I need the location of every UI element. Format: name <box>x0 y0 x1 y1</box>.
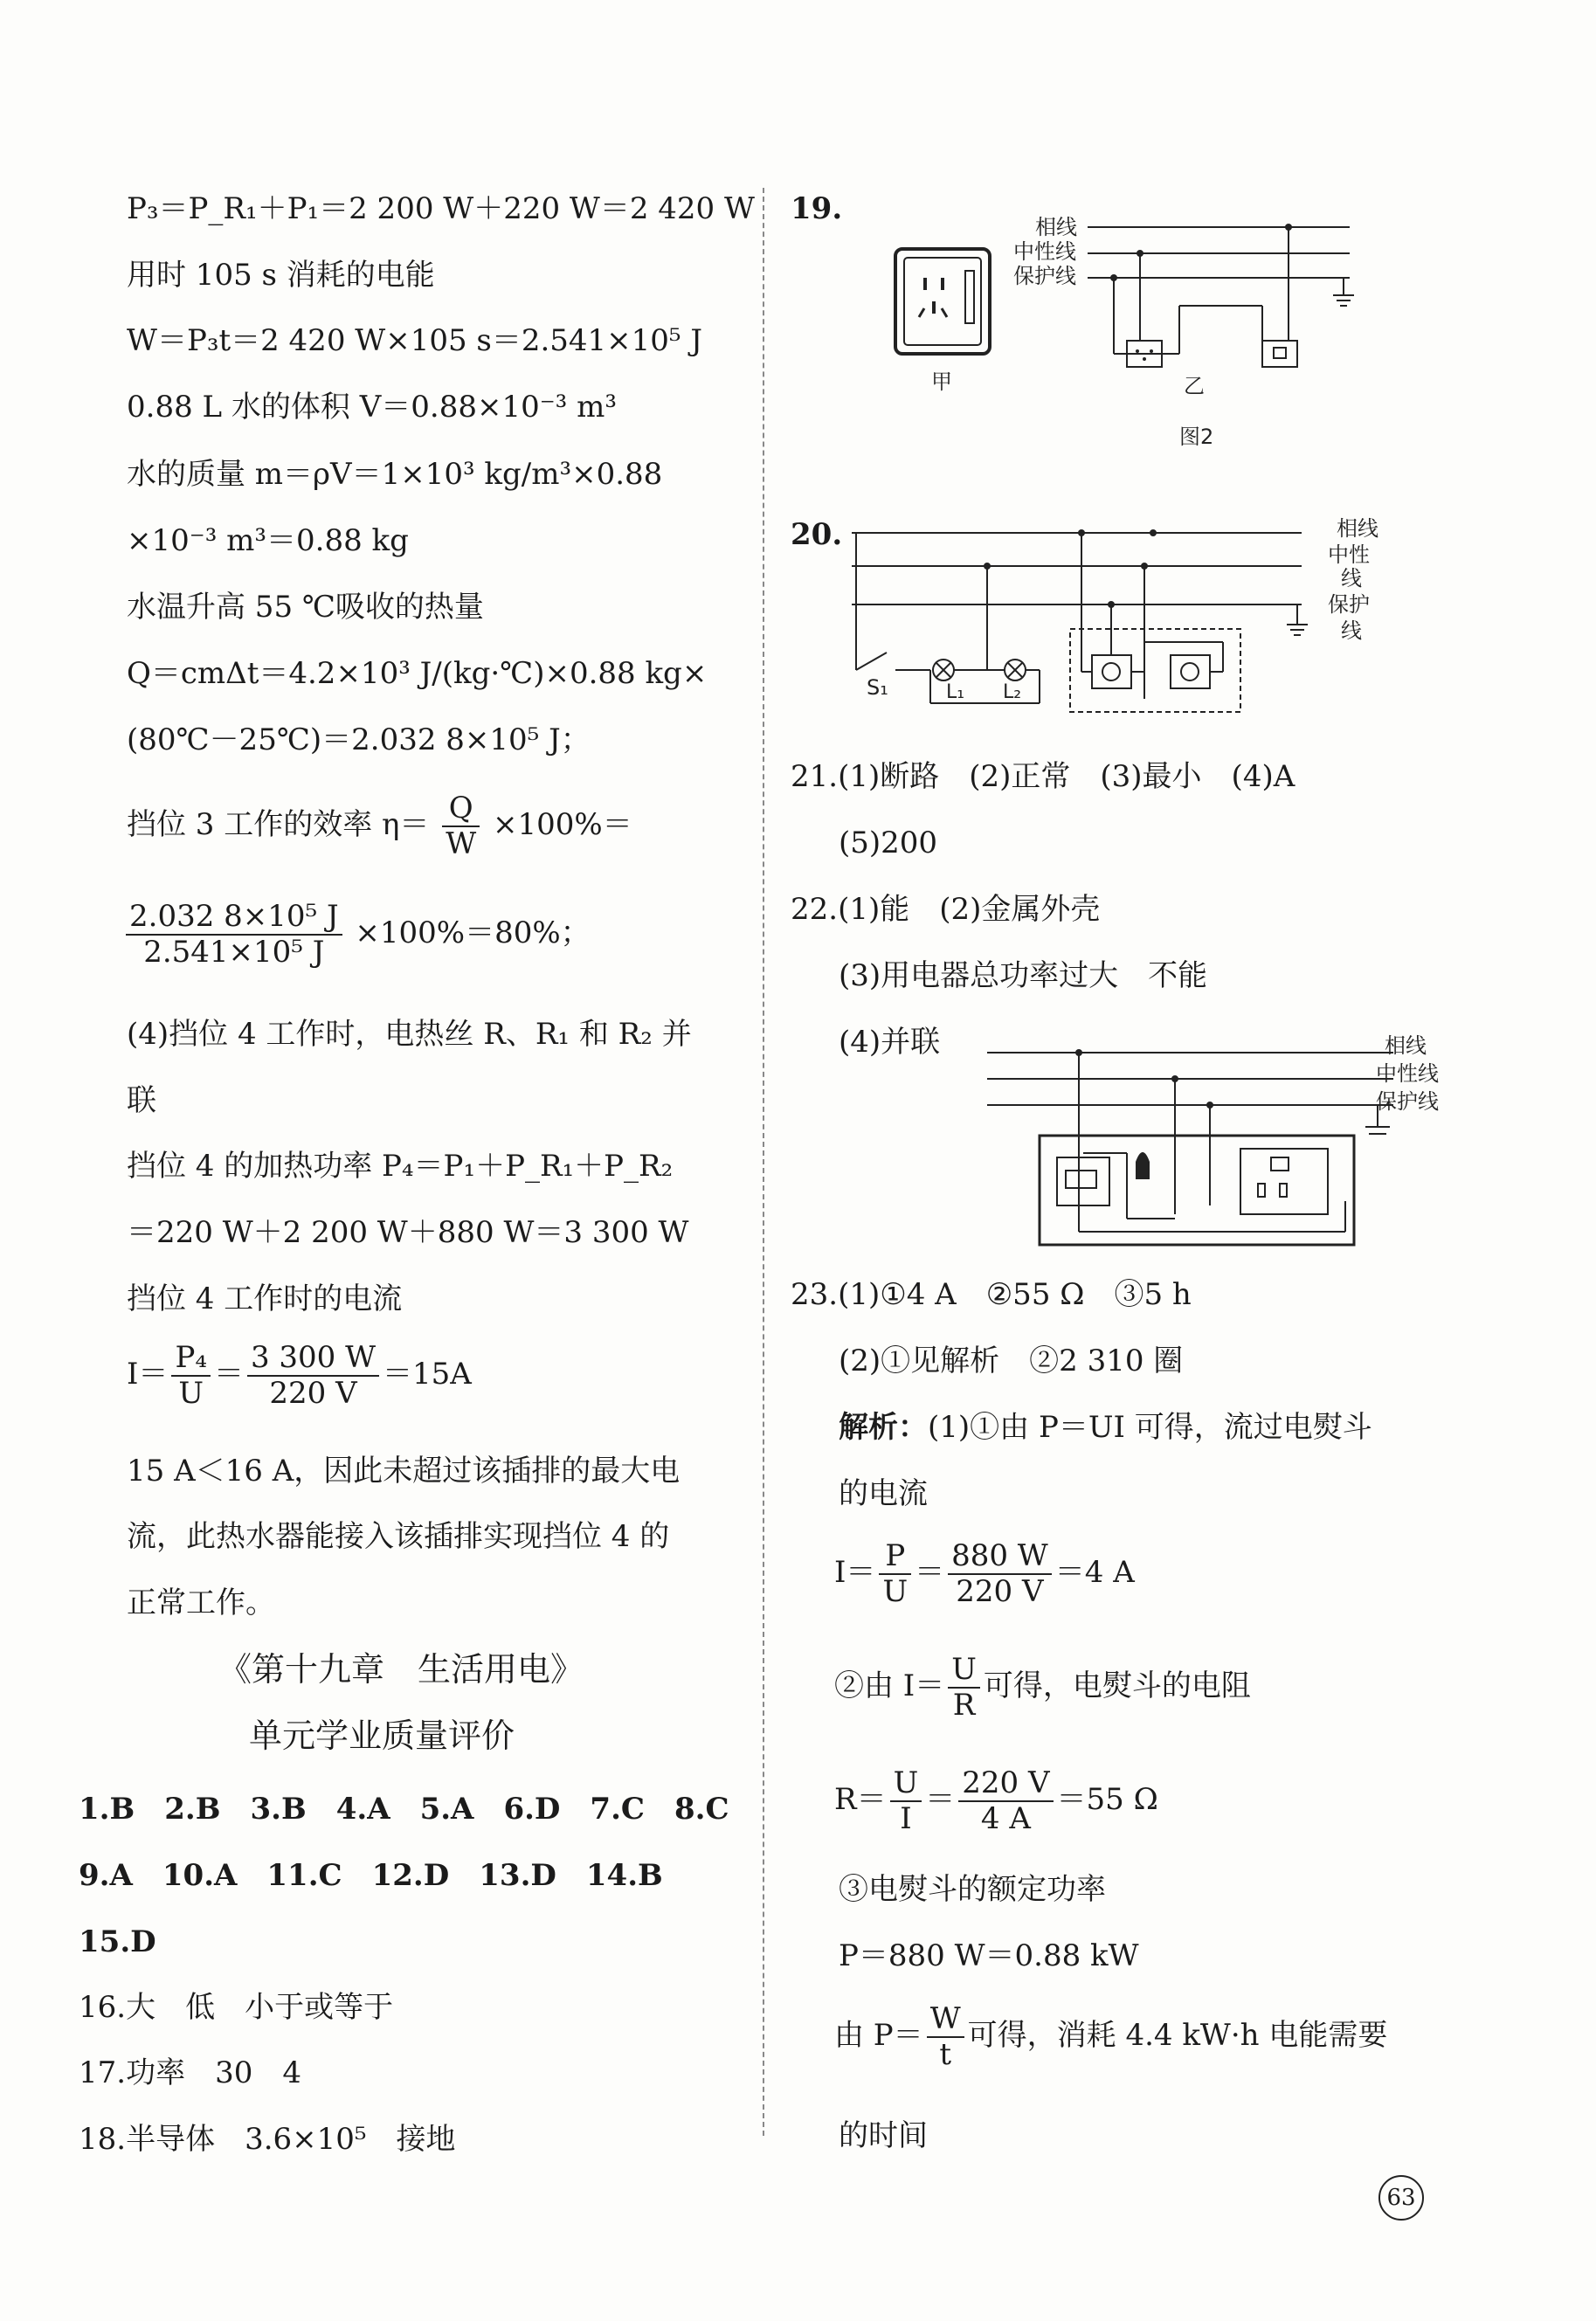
question-number: 20. <box>791 517 843 552</box>
fraction <box>171 1341 211 1411</box>
text-line: ×10⁻³ m³＝0.88 kg <box>127 523 409 558</box>
svg-text:相线: 相线 <box>1035 215 1077 239</box>
formula-suffix: 可得，消耗 4.4 kW·h 电能需要 <box>967 2018 1388 2054</box>
denominator: 2.541×10⁵ J <box>143 935 325 971</box>
denominator: 220 V <box>956 1574 1044 1610</box>
fraction <box>442 791 480 861</box>
formula-suffix: 可得，电熨斗的电阻 <box>983 1668 1251 1704</box>
figure-caption: 图2 <box>1179 425 1214 449</box>
text-line: 正常工作。 <box>127 1585 275 1620</box>
text-line: 水的质量 m＝ρV＝1×10³ kg/m³×0.88 <box>127 457 663 492</box>
answer-line: 17.功率 30 4 <box>79 2055 301 2090</box>
chapter-title: 《第十九章 生活用电》 <box>218 1650 584 1689</box>
formula-suffix: ×100%＝80%； <box>355 915 591 951</box>
text-line: (4)挡位 4 工作时，电热丝 R、R₁ 和 R₂ 并 <box>127 1017 692 1052</box>
numerator: U <box>948 1653 980 1689</box>
numerator: P <box>879 1539 911 1575</box>
resistance-intro <box>834 1653 1251 1723</box>
label-jia: 甲 <box>931 370 952 394</box>
page-number: 63 <box>1378 2175 1424 2221</box>
svg-text:线: 线 <box>1341 618 1362 643</box>
column-divider <box>763 188 764 2136</box>
fraction <box>879 1539 911 1609</box>
analysis-label: 解析： <box>839 1410 928 1445</box>
numerator: 2.032 8×10⁵ J <box>126 900 342 936</box>
svg-text:中性线: 中性线 <box>1376 1061 1439 1086</box>
text-line: W＝P₃t＝2 420 W×105 s＝2.541×10⁵ J <box>127 323 702 358</box>
fraction <box>126 900 342 970</box>
resistance-formula <box>834 1766 1158 1836</box>
denominator: U <box>178 1376 204 1412</box>
text-line: 挡位 4 工作时的电流 <box>127 1281 403 1316</box>
fraction <box>890 1766 922 1836</box>
svg-text:相线: 相线 <box>1337 516 1378 541</box>
text-line: 流，此热水器能接入该插排实现挡位 4 的 <box>127 1519 670 1554</box>
numerator: W <box>927 2002 964 2038</box>
numerator: 220 V <box>958 1766 1053 1802</box>
formula-prefix: ②由 I＝ <box>834 1668 945 1704</box>
current-formula <box>834 1539 1135 1609</box>
text-line: 15 A＜16 A，因此未超过该插排的最大电 <box>127 1454 681 1489</box>
efficiency-result <box>122 900 591 970</box>
text-line: P＝880 W＝0.88 kW <box>839 1938 1139 1973</box>
svg-text:L₂: L₂ <box>1003 681 1022 703</box>
numerator: P₄ <box>171 1341 211 1377</box>
answer-line: (3)用电器总功率过大 不能 <box>839 958 1208 993</box>
text-line: ＝220 W＋2 200 W＋880 W＝3 300 W <box>127 1215 689 1250</box>
lamp-circuit-diagram <box>769 511 1596 729</box>
text-line: 挡位 4 的加热功率 P₄＝P₁＋P_R₁＋P_R₂ <box>127 1149 674 1184</box>
equals: ＝ <box>213 1357 244 1392</box>
numerator: Q <box>442 791 480 827</box>
answer-line: 15.D <box>79 1924 156 1959</box>
text-line: 的时间 <box>839 2118 928 2153</box>
svg-text:保护: 保护 <box>1328 592 1370 617</box>
denominator: U <box>882 1574 909 1610</box>
numerator: U <box>890 1766 922 1802</box>
equals: ＝ <box>925 1782 956 1818</box>
fraction <box>927 2002 964 2072</box>
svg-text:L₁: L₁ <box>946 681 965 703</box>
formula-suffix: ＝55 Ω <box>1056 1782 1158 1818</box>
text-line: 的电流 <box>839 1476 928 1511</box>
fraction <box>948 1653 980 1723</box>
formula-suffix: ＝4 A <box>1054 1555 1135 1591</box>
answer-line: 22.(1)能 (2)金属外壳 <box>791 892 1101 927</box>
socket-outline <box>895 249 990 354</box>
formula-suffix: ＝15A <box>383 1357 472 1392</box>
numerator: 880 W <box>948 1539 1052 1575</box>
text-line: P₃＝P_R₁＋P₁＝2 200 W＋220 W＝2 420 W <box>127 191 755 226</box>
denominator: 4 A <box>980 1801 1031 1837</box>
svg-text:中性线: 中性线 <box>1013 239 1076 264</box>
equals: ＝ <box>915 1555 945 1591</box>
numerator: 3 300 W <box>247 1341 379 1377</box>
text-line: 用时 105 s 消耗的电能 <box>127 258 435 293</box>
time-formula <box>834 2002 1387 2072</box>
socket-wiring-diagram <box>769 201 1596 463</box>
svg-text:线: 线 <box>1341 566 1362 591</box>
text-line: 水温升高 55 ℃吸收的热量 <box>127 590 484 625</box>
answer-line: 9.A 10.A 11.C 12.D 13.D 14.B <box>79 1858 663 1893</box>
svg-text:中性: 中性 <box>1328 542 1370 567</box>
answer-line: 21.(1)断路 (2)正常 (3)最小 (4)A <box>791 759 1295 794</box>
formula-suffix: ×100%＝ <box>493 807 632 843</box>
denominator: I <box>900 1801 912 1837</box>
question-number: 19. <box>791 191 843 226</box>
analysis-line <box>839 1410 1372 1445</box>
formula-prefix: R＝ <box>834 1782 887 1818</box>
text-line: ③电熨斗的额定功率 <box>839 1872 1106 1907</box>
denominator: R <box>952 1688 976 1723</box>
current-formula <box>127 1341 472 1411</box>
text-line: 联 <box>127 1083 156 1118</box>
denominator: t <box>939 2037 951 2073</box>
answer-line: 18.半导体 3.6×10⁵ 接地 <box>79 2122 456 2157</box>
svg-text:S₁: S₁ <box>867 675 888 700</box>
answer-line: (2)①见解析 ②2 310 圈 <box>839 1344 1184 1378</box>
answer-line: (4)并联 <box>839 1025 941 1060</box>
svg-text:相线: 相线 <box>1385 1033 1427 1058</box>
denominator: 220 V <box>269 1376 357 1412</box>
svg-text:保护线: 保护线 <box>1013 264 1076 288</box>
answer-line: (5)200 <box>839 825 938 860</box>
formula-prefix: I＝ <box>127 1357 169 1392</box>
answer-line: 23.(1)①4 A ②55 Ω ③5 h <box>791 1277 1192 1312</box>
fraction <box>958 1766 1053 1836</box>
formula-prefix: I＝ <box>834 1555 876 1591</box>
text-line: Q＝cmΔt＝4.2×10³ J/(kg·℃)×0.88 kg× <box>127 656 708 691</box>
answer-line: 16.大 低 小于或等于 <box>79 1990 394 2025</box>
answer-line: 1.B 2.B 3.B 4.A 5.A 6.D 7.C 8.C <box>79 1792 729 1827</box>
text-line: 0.88 L 水的体积 V＝0.88×10⁻³ m³ <box>127 390 617 425</box>
fraction <box>247 1341 379 1411</box>
text-line: (80℃－25℃)＝2.032 8×10⁵ J； <box>127 722 591 757</box>
efficiency-formula <box>127 791 632 861</box>
fraction <box>948 1539 1052 1609</box>
unit-title: 单元学业质量评价 <box>249 1717 515 1755</box>
parallel-wiring-diagram <box>769 1031 1596 1258</box>
svg-text:保护线: 保护线 <box>1376 1089 1439 1114</box>
formula-prefix: 挡位 3 工作的效率 η＝ <box>127 807 430 843</box>
denominator: W <box>446 826 477 862</box>
analysis-text: (1)①由 P＝UI 可得，流过电熨斗 <box>928 1410 1372 1445</box>
label-yi: 乙 <box>1184 374 1205 398</box>
formula-prefix: 由 P＝ <box>834 2018 923 2054</box>
